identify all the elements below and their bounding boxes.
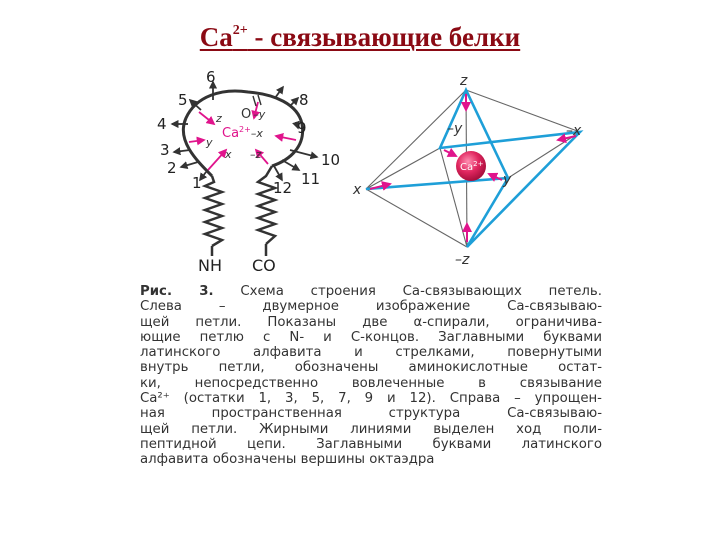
terminus-c: CO — [252, 256, 276, 275]
octahedron-diagram — [352, 73, 582, 268]
caption-line-10: щей петли. Жирными линиями выделен ход поли- — [140, 421, 602, 437]
caption-line-1-text: Схема строения Са-связывающих петель. — [213, 284, 602, 299]
title-rest: - связывающие белки — [247, 22, 521, 52]
title-superscript: 2+ — [232, 23, 248, 38]
residue-10: 10 — [321, 151, 341, 169]
residue-8: 8 — [299, 91, 309, 109]
octa-ion-charge: 2+ — [473, 160, 484, 168]
oxygen-label — [241, 107, 266, 122]
oxygen-axis: –y — [253, 108, 266, 121]
loop-minus-z-label: –z — [250, 148, 262, 161]
helix-c — [258, 166, 275, 244]
caption-line-6: внутрь петли, обозначены аминокислотные остат- — [140, 360, 602, 376]
terminus-n: NH — [198, 256, 222, 275]
vertex-x: x — [353, 182, 362, 198]
title-ca: Ca — [199, 22, 233, 52]
caption-line-3: щей петли. Показаны две α-спирали, ограничива- — [140, 314, 602, 330]
residue-1: 1 — [192, 174, 202, 192]
residue-2: 2 — [167, 159, 177, 177]
double-bond-1 — [253, 96, 256, 106]
loop-x-label: x — [225, 148, 232, 161]
loop-diagram — [157, 68, 340, 275]
figure-caption — [140, 284, 602, 468]
residue-6: 6 — [206, 68, 216, 86]
caption-line-1 — [140, 284, 602, 299]
caption-line-8: Са²⁺ (остатки 1, 3, 5, 7, 9 и 12). Справа – упрощен- — [140, 391, 602, 407]
vertex-minus-x: –x — [566, 123, 582, 139]
residue-5: 5 — [178, 91, 188, 109]
residue-3: 3 — [160, 141, 170, 159]
caption-line-12: алфавита обозначены вершины октаэдра — [140, 452, 435, 468]
loop-ion-text: Ca — [222, 126, 240, 141]
oxygen-text: O — [241, 107, 252, 122]
residue-12: 12 — [273, 179, 293, 197]
vertex-minus-z: –z — [455, 252, 470, 268]
loop-ion-charge: 2+ — [239, 125, 251, 134]
loop-ion-label — [222, 125, 263, 141]
loop-z-label: z — [216, 112, 222, 125]
vertex-z: z — [460, 73, 468, 89]
caption-line-9: ная пространственная структура Са-связываю- — [140, 406, 602, 422]
caption-figure-label: Рис. 3. — [140, 284, 214, 299]
octa-ion-text: Ca — [460, 162, 474, 173]
helix-n — [205, 176, 222, 246]
residue-4: 4 — [157, 115, 167, 133]
caption-line-7: ки, непосредственно вовлеченные в связывание — [140, 375, 602, 391]
vertex-minus-y: –y — [447, 121, 463, 137]
loop-y-label: y — [206, 136, 213, 149]
caption-line-5: латинского алфавита и стрелками, повернутыми — [140, 345, 602, 361]
residue-11: 11 — [301, 170, 321, 188]
caption-line-2: Слева – двумерное изображение Са-связываю- — [140, 299, 602, 315]
loop-ion-axis: –x — [250, 127, 263, 140]
residue-9: 9 — [297, 119, 307, 137]
caption-line-11: пептидной цепи. Заглавными буквами латинского — [140, 436, 602, 452]
caption-line-4: ющие петлю с N- и С-концов. Заглавными буквами — [140, 329, 602, 345]
vertex-y: y — [503, 172, 512, 188]
